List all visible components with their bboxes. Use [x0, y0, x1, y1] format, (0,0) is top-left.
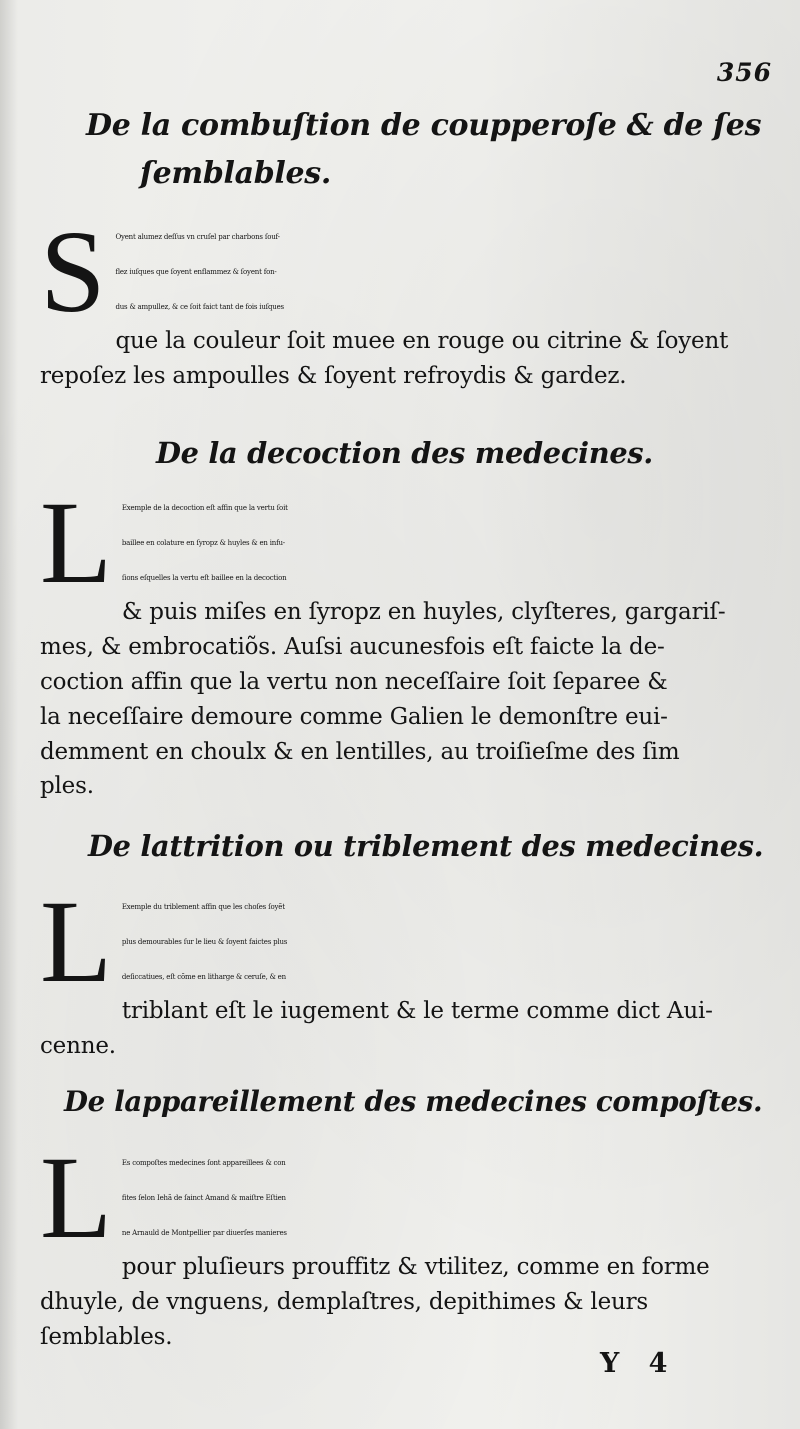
- text-line: & puis miſes en ſyropz en huyles, clyſteres, gargariſ-: [121, 599, 726, 626]
- heading-line: De la combuſtion de coupperoſe & de ſes: [86, 108, 762, 143]
- text-line: repoſez les ampoulles & ſoyent refroydis & gardez.: [40, 363, 627, 390]
- drop-cap: S: [40, 206, 106, 337]
- section-heading-decoction: [156, 429, 656, 477]
- drop-cap: L: [40, 876, 112, 1007]
- text-line: dhuyle, de vnguens, demplaſtres, depithimes & leurs: [40, 1289, 649, 1316]
- text-line: pour pluſieurs prouffitz & vtilitez, comme en forme: [121, 1254, 710, 1281]
- text-line: dus & ampullez, & ce ſoit faict tant de fois iuſques: [115, 302, 284, 311]
- text-line: Exemple du triblement affin que les choſes ſoyẽt: [121, 903, 285, 911]
- drop-cap: L: [40, 1132, 112, 1263]
- text-line: ples.: [40, 773, 94, 800]
- paragraph-appareillement: [40, 1132, 776, 1355]
- text-line: plus demourables ſur le lieu & ſoyent faictes plus: [121, 937, 288, 946]
- text-line: ſemblables.: [40, 1323, 173, 1350]
- text-line: demment en choulx & en lentilles, au troiſieſme des ſim: [40, 738, 680, 765]
- paragraph-combustion: [40, 206, 770, 394]
- text-line: deſiccatiues, eſt cõme en litharge & ceruſe, & en: [121, 972, 286, 981]
- text-line: coction affin que la vertu non neceſſaire ſoit ſeparee &: [40, 668, 668, 695]
- text-line: flez iuſques que ſoyent enflammez & ſoyent fon-: [115, 267, 277, 276]
- text-line: triblant eſt le iugement & le terme comme dict Aui-: [121, 998, 713, 1025]
- text-line: mes, & embrocatiõs. Auſsi aucunesfois eſt faicte la de-: [40, 634, 665, 661]
- text-line: que la couleur ſoit muee en rouge ou citrine & ſoyent: [115, 328, 729, 355]
- heading-line: De lappareillement des medecines compoſtes.: [64, 1085, 763, 1118]
- heading-line: ſemblables.: [140, 156, 332, 191]
- text-line: ſions eſquelles la vertu eſt baillee en la decoction: [121, 573, 287, 582]
- text-line: la neceſſaire demoure comme Galien le demonſtre eui-: [40, 703, 668, 730]
- paragraph-decoction: [40, 477, 776, 804]
- text-line: Exemple de la decoction eſt affin que la vertu ſoit: [121, 504, 288, 512]
- text-line: baillee en colature en ſyropz & huyles & en infu-: [121, 538, 285, 547]
- section-heading-appareillement: [64, 1078, 764, 1126]
- section-heading-combustion: [86, 102, 766, 198]
- signature-mark: Y 4: [600, 1348, 678, 1379]
- heading-line: De la decoction des medecines.: [156, 436, 653, 470]
- text-line: Oyent alumez deſſus vn cruſel par charbons ſouf-: [115, 233, 280, 241]
- heading-line: De lattrition ou triblement des medecines.: [88, 829, 764, 863]
- text-line: cenne.: [40, 1033, 116, 1060]
- paragraph-attrition: [40, 876, 776, 1064]
- text-line: ne Arnauld de Montpellier par diuerſes manieres: [121, 1228, 287, 1237]
- text-line: Es compoſtes medecines ſont appareillees & con: [121, 1159, 286, 1167]
- page-number: 356: [716, 58, 772, 87]
- section-heading-attrition: [88, 822, 768, 870]
- text-line: fites ſelon Iehã de ſainct Amand & maiſtre Eſtien: [121, 1193, 286, 1202]
- drop-cap: L: [40, 477, 112, 608]
